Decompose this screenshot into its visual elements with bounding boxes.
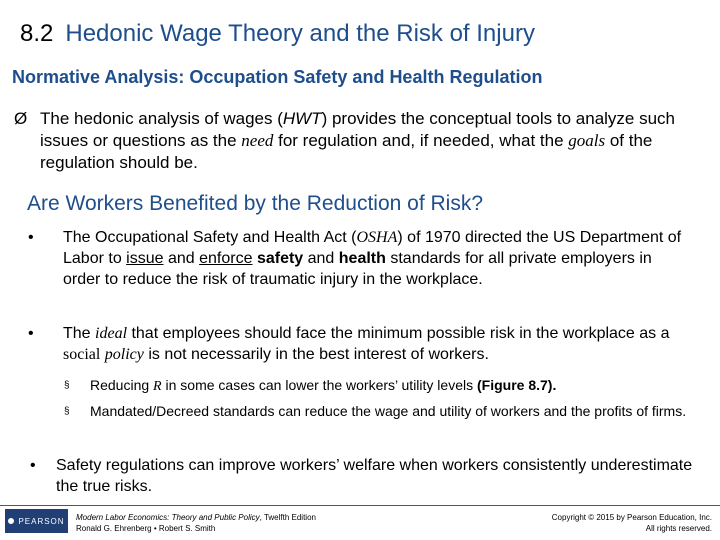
- pearson-logo: [5, 509, 68, 533]
- square-bullet-icon: §: [64, 380, 70, 391]
- footer-divider: [0, 505, 720, 506]
- footer-citation: [76, 512, 316, 534]
- bullet-icon: •: [28, 229, 34, 246]
- sub-bullet-utility: [64, 376, 704, 396]
- bullet-icon: •: [30, 457, 36, 474]
- bullet-safety-regulations: [30, 455, 700, 497]
- sub-bullet-text: Mandated/Decreed standards can reduce the wage and utility of workers and the profits of firms.: [90, 403, 687, 419]
- slide-title: [20, 20, 710, 48]
- bullet-osha: [28, 227, 693, 290]
- book-authors: Ronald G. Ehrenberg • Robert S. Smith: [76, 524, 216, 533]
- sub-bullet-standards: [64, 402, 704, 421]
- bullet-ideal: [28, 323, 708, 365]
- square-bullet-icon: §: [64, 406, 70, 417]
- slide-subtitle: Normative Analysis: Occupation Safety and Health Regulation: [12, 67, 543, 87]
- rights-text: All rights reserved.: [645, 524, 712, 533]
- bullet-text: The ideal that employees should face the minimum possible risk in the workplace as a social policy is not necessarily in the best interest of workers.: [63, 325, 670, 363]
- sub-bullet-text: Reducing R in some cases can lower the workers’ utility levels (Figure 8.7).: [90, 377, 557, 394]
- footer-copyright: [552, 512, 712, 534]
- intro-paragraph: [14, 108, 704, 174]
- intro-text: The hedonic analysis of wages (HWT) provides the conceptual tools to analyze such issues or questions as the need for regulation and, if needed, what the goals of the regulation should be.: [40, 109, 676, 172]
- logo-text: PEARSON: [18, 516, 65, 526]
- logo-mark-icon: [8, 518, 14, 524]
- section-heading: Are Workers Benefited by the Reduction of Risk?: [27, 192, 484, 215]
- bullet-text: The Occupational Safety and Health Act (OSHA) of 1970 directed the US Department of Labor to issue and enforce safety and health standards for all private employers in order to reduce the risk of traumatic injury in the workplace.: [63, 229, 682, 288]
- title-text: Hedonic Wage Theory and the Risk of Injury: [65, 20, 535, 47]
- copyright-text: Copyright © 2015 by Pearson Education, Inc.: [551, 513, 712, 522]
- bullet-text: Safety regulations can improve workers’ welfare when workers consistently underestimate the true risks.: [56, 457, 693, 495]
- bullet-icon: •: [28, 325, 34, 342]
- section-number: 8.2: [20, 20, 54, 47]
- book-edition: , Twelfth Edition: [259, 513, 316, 522]
- book-title: Modern Labor Economics: Theory and Public Policy: [76, 513, 260, 522]
- arrow-bullet-icon: Ø: [14, 109, 28, 128]
